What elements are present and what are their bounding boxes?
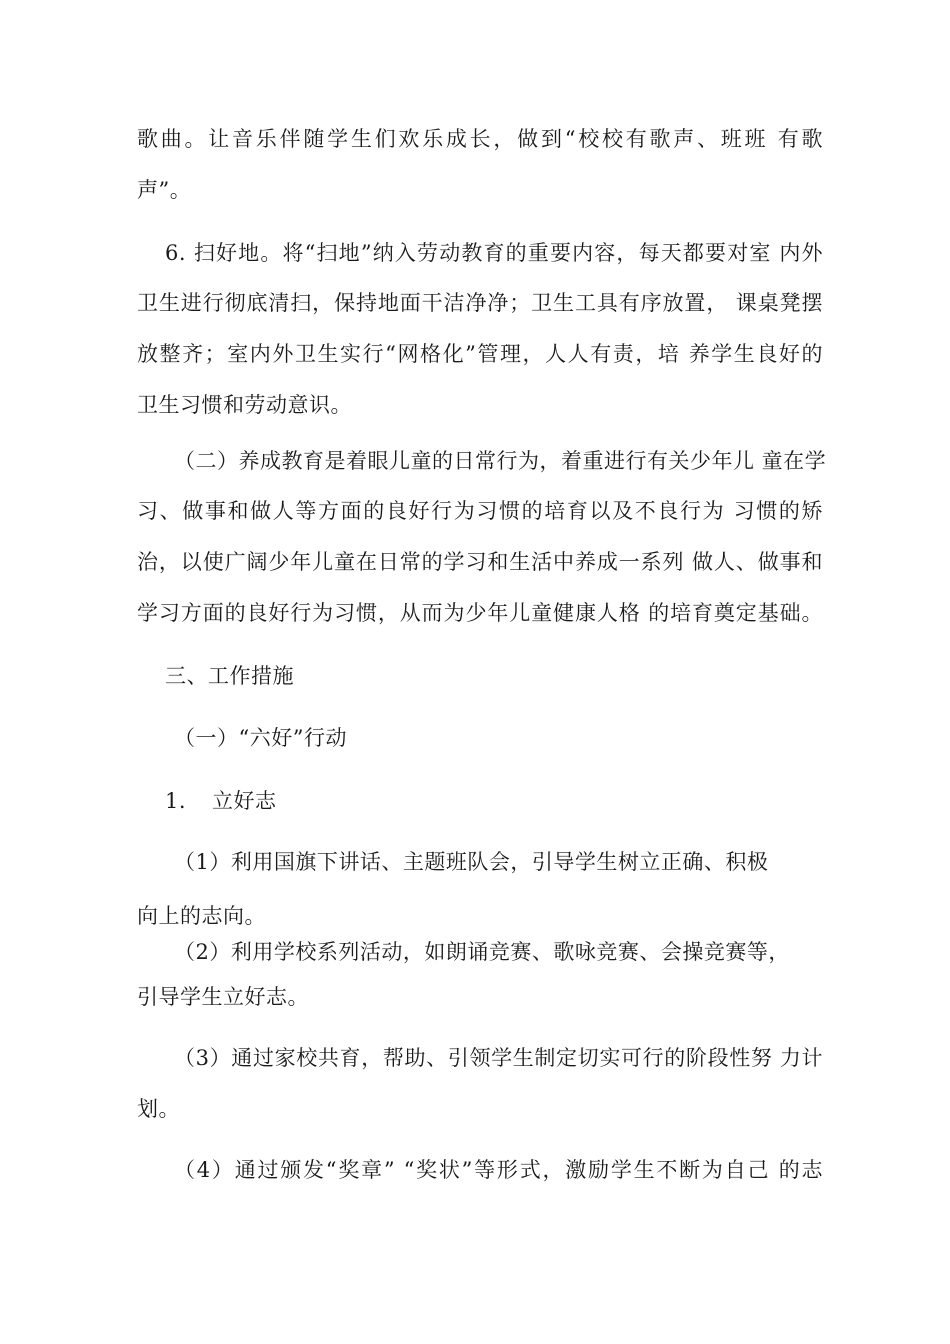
list-number: 1. [165, 789, 187, 813]
text-line: 向上的志向。 [137, 904, 266, 928]
text-line: 卫生习惯和劳动意识。 [137, 393, 352, 417]
subsection-heading: （一）“六好”行动 [174, 726, 347, 750]
text-line: 声”。 [137, 178, 192, 202]
section-heading: 三、工作措施 [165, 664, 294, 688]
text-line: （4）通过颁发“奖章” “奖状”等形式，激励学生不断为自己 的志 [174, 1158, 823, 1182]
list-item-title: 立好志 [212, 789, 277, 813]
text-line: 划。 [137, 1097, 180, 1121]
text-line: 引导学生立好志。 [137, 985, 309, 1009]
text-line: 学习方面的良好行为习惯，从而为少年儿童健康人格 的培育奠定基础。 [137, 601, 823, 625]
text-line: （3）通过家校共育，帮助、引领学生制定切实可行的阶段性努 力计 [174, 1046, 823, 1070]
text-line: 治，以使广阔少年儿童在日常的学习和生活中养成一系列 做人、做事和 [137, 550, 823, 574]
text-line: 卫生进行彻底清扫，保持地面干洁净净；卫生工具有序放置， 课桌凳摆 [137, 291, 823, 315]
text-line: （1）利用国旗下讲话、主题班队会，引导学生树立正确、积极 [174, 850, 769, 874]
text-line: （二）养成教育是着眼儿童的日常行为，着重进行有关少年儿 童在学 [174, 449, 827, 473]
text-line: （2）利用学校系列活动，如朗诵竞赛、歌咏竞赛、会操竞赛等， [174, 940, 790, 964]
text-line: 放整齐；室内外卫生实行“网格化”管理，人人有责，培 养学生良好的 [137, 342, 823, 366]
text-line: 6. 扫好地。将“扫地”纳入劳动教育的重要内容，每天都要对室 内外 [165, 241, 823, 265]
text-line: 歌曲。让音乐伴随学生们欢乐成长，做到“校校有歌声、班班 有歌 [137, 127, 823, 151]
text-line: 习、做事和做人等方面的良好行为习惯的培育以及不良行为 习惯的矫 [137, 499, 823, 523]
